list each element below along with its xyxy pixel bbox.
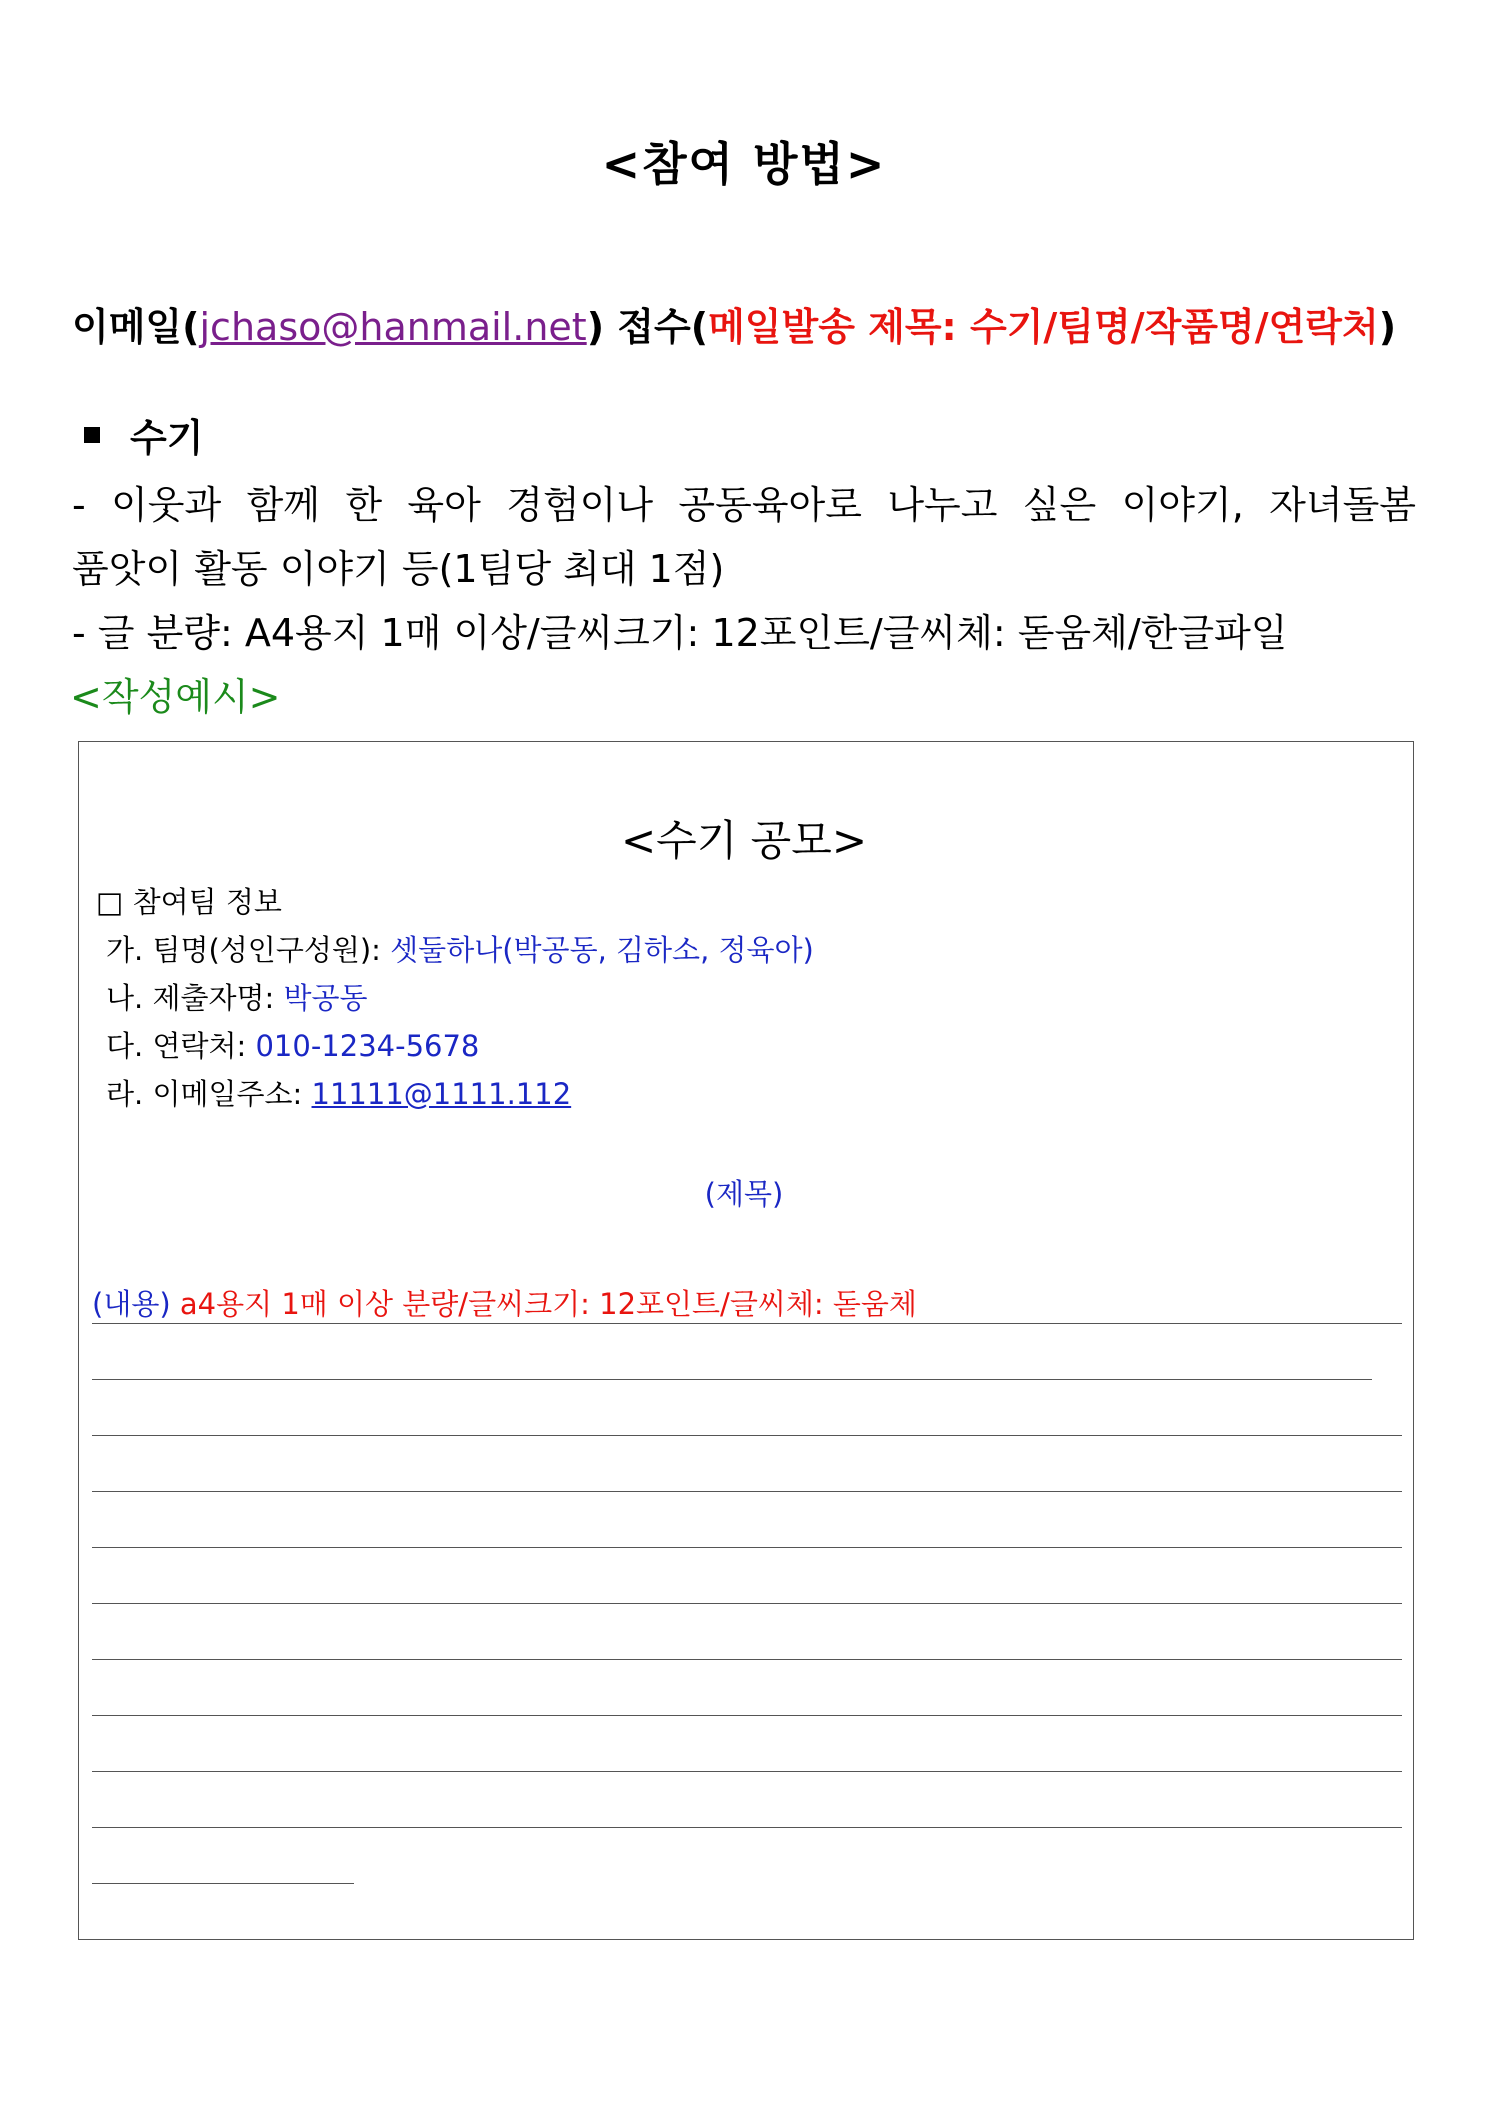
section-description-line1: - 이웃과 함께 한 육아 경험이나 공동육아로 나누고 싶은 이야기, 자녀돌봄 [72,483,1416,527]
section-description-line2: 품앗이 활동 이야기 등(1팀당 최대 1점) [72,547,725,591]
contact-label: 다. 연락처: [106,1029,256,1063]
submitter-label: 나. 제출자명: [106,981,284,1015]
writing-line [92,1659,1402,1660]
writing-line [92,1379,1372,1380]
email-address-item [106,1072,571,1113]
writing-line [92,1883,354,1884]
writing-line [92,1771,1402,1772]
contact-value: 010-1234-5678 [255,1029,480,1063]
section-format-rule: - 글 분량: A4용지 1매 이상/글씨크기: 12포인트/글씨체: 돋움체/한글파일 [72,611,1288,655]
email-address-link[interactable]: 11111@1111.112 [311,1077,572,1111]
content-label: (내용) [92,1287,171,1321]
submitter-item [106,976,368,1017]
team-name-label: 가. 팀명(성인구성원): [106,933,391,967]
writing-line [92,1715,1402,1716]
submission-instruction [72,296,1396,351]
team-info-heading: □ 참여팀 정보 [96,885,282,919]
writing-line [92,1491,1402,1492]
writing-line [92,1323,1402,1324]
submission-suffix: ) [1378,305,1397,349]
writing-line [92,1603,1402,1604]
page-title: <참여 방법> [601,137,887,191]
team-name-item [106,928,814,969]
subject-placeholder: (제목) [704,1177,784,1211]
content-line [92,1282,917,1323]
example-label: <작성예시> [70,675,281,719]
writing-line [92,1827,1402,1828]
content-rule: a4용지 1매 이상 분량/글씨크기: 12포인트/글씨체: 돋움체 [179,1287,917,1321]
writing-line [92,1435,1402,1436]
submission-prefix: 이메일( [72,305,200,349]
email-address-label: 라. 이메일주소: [106,1077,312,1111]
email-subject-rule: 메일발송 제목: 수기/팀명/작품명/연락처 [708,305,1379,349]
square-bullet-icon [84,427,100,443]
submission-middle: ) 접수( [586,305,709,349]
example-form-title: <수기 공모> [620,816,868,865]
section-heading-label: 수기 [130,416,204,460]
writing-line [92,1547,1402,1548]
submission-email-link[interactable]: jchaso@hanmail.net [199,305,587,349]
contact-item [106,1024,479,1065]
team-name-value: 셋둘하나(박공동, 김하소, 정육아) [390,933,814,967]
submitter-value: 박공동 [283,981,368,1015]
section-heading [82,407,203,462]
